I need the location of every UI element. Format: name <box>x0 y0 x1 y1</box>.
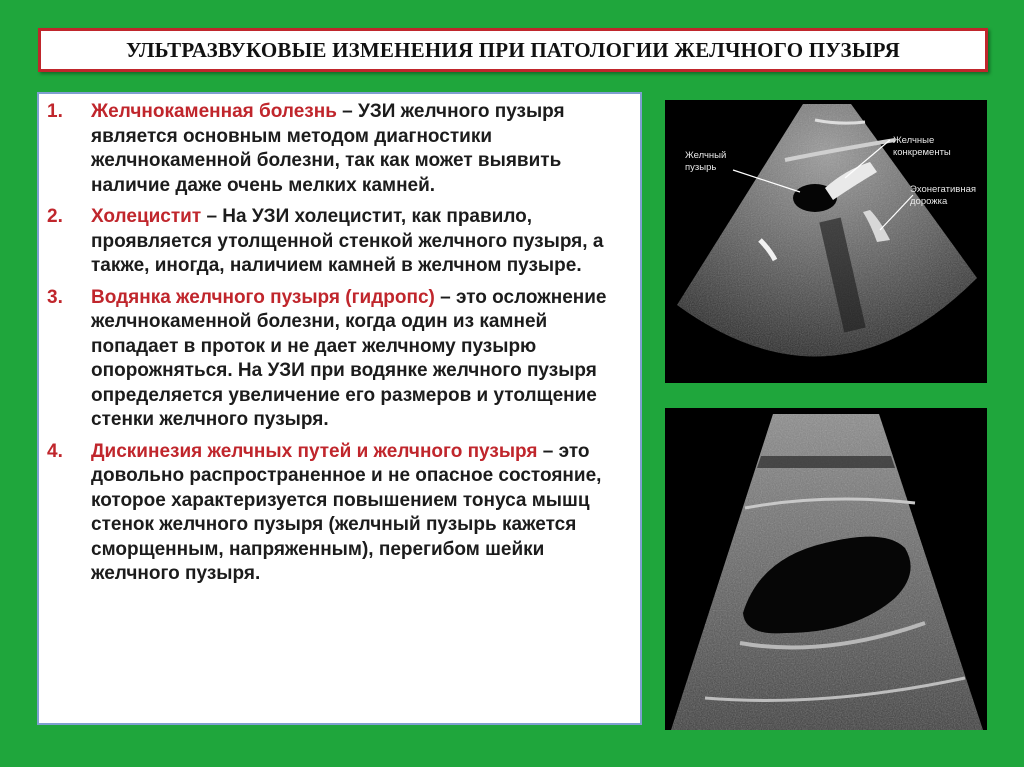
item-number: 4. <box>47 440 63 462</box>
item-number: 1. <box>47 101 63 122</box>
list-item <box>47 100 626 198</box>
list-item <box>47 440 626 587</box>
item-text: – это осложнение желчнокаменной болезни, когда один из камней попадает в проток и не дает желчному пузырю опорожняться. На УЗИ при водянке желчного пузыря определяется увеличение его размеров и утолщение стенки желчного пузыря. <box>91 286 607 430</box>
item-text: – На УЗИ холецистит, как правило, проявляется утолщенной стенкой желчного пузыря, а также, иногда, наличием камней в желчном пузыре. <box>91 206 604 276</box>
item-term: Дискинезия желчных путей и желчного пузыря <box>91 440 538 462</box>
title-banner <box>38 28 988 72</box>
label-gallbladder-2: пузырь <box>685 162 717 173</box>
item-number: 3. <box>47 286 63 308</box>
item-text: – УЗИ желчного пузыря является основным методом диагностики желчнокаменной болезни, так как может выявить наличие даже очень мелких камней. <box>91 101 565 196</box>
list-item <box>47 205 626 279</box>
item-term: Холецистит <box>91 206 202 227</box>
label-gallbladder-1: Желчный <box>685 150 727 161</box>
ultrasound-image-gallstones <box>665 100 987 383</box>
item-term: Водянка желчного пузыря (гидропс) <box>91 286 435 308</box>
label-shadow-2: дорожка <box>910 196 948 207</box>
label-stones-1: Желчные <box>893 135 935 146</box>
item-number: 2. <box>47 206 63 227</box>
item-text: – это довольно распространенное и не опасное состояние, которое характеризуется повышением тонуса мышц стенок желчного пузыря (желчный пузырь кажется сморщенным, напряженным), перегибом шейки желчного пузыря. <box>91 440 602 584</box>
pathology-list <box>47 100 626 587</box>
item-term: Желчнокаменная болезнь <box>91 101 337 122</box>
ultrasound-image-gallbladder <box>665 408 987 730</box>
label-stones-2: конкременты <box>893 147 951 158</box>
list-item <box>47 286 626 433</box>
slide-title: УЛЬТРАЗВУКОВЫЕ ИЗМЕНЕНИЯ ПРИ ПАТОЛОГИИ ЖЕЛЧНОГО ПУЗЫРЯ <box>125 37 901 62</box>
label-shadow-1: Эхонегативная <box>910 184 976 195</box>
text-panel <box>37 92 642 725</box>
